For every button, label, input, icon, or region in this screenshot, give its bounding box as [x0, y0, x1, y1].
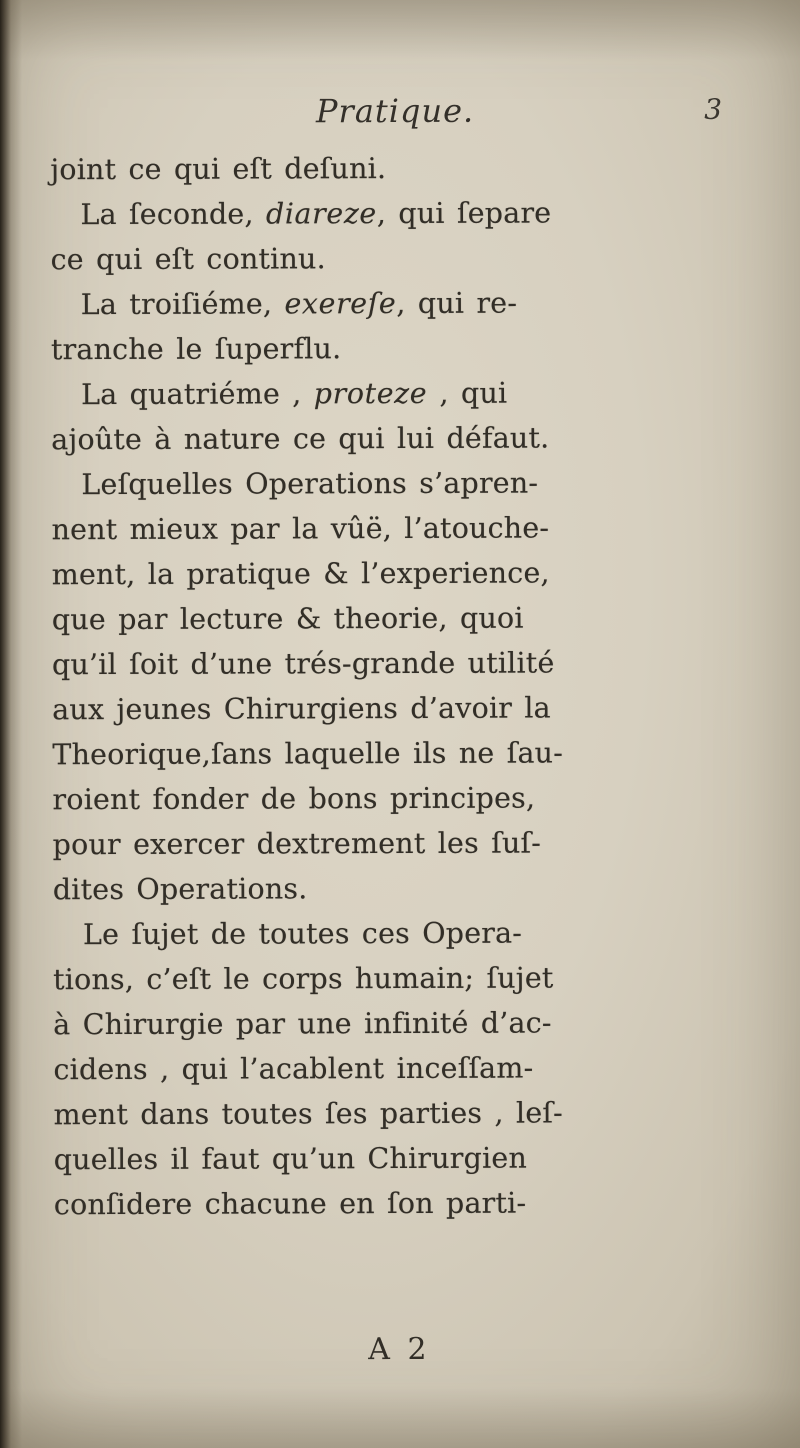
text-segment: Theorique,ſans laquelle ils ne ſau-: [52, 736, 564, 772]
text-segment: ce qui eſt continu.: [50, 242, 326, 277]
text-segment: nent mieux par la vûë, l’atouche-: [51, 511, 550, 547]
page-top-shadow: [0, 0, 800, 60]
text-line: [52, 640, 742, 687]
text-segment: cidens , qui l’acablent inceſſam-: [53, 1051, 534, 1087]
text-line: [50, 190, 740, 237]
book-gutter-edge: [0, 0, 22, 1448]
text-line: [53, 955, 743, 1002]
page-number: 3: [704, 92, 723, 126]
body-text: [50, 145, 744, 1227]
text-line: [54, 1180, 744, 1227]
text-segment: quelles il faut qu’un Chirurgien: [53, 1141, 528, 1177]
text-line: [50, 145, 740, 192]
text-line: [52, 550, 742, 597]
running-title: Pratique.: [315, 91, 475, 131]
text-line: [51, 325, 741, 372]
text-segment: La troiſiéme,: [80, 287, 285, 322]
text-line: [52, 775, 742, 822]
page-text-block: [50, 91, 744, 1368]
text-segment: qu’il ſoit d’une trés-grande utilité: [51, 646, 555, 682]
text-line: [52, 730, 742, 777]
italic-term: exereſe: [284, 287, 397, 321]
text-segment: conſidere chacune en ſon parti-: [53, 1186, 527, 1222]
text-segment: joint ce qui eſt deſuni.: [50, 152, 387, 187]
text-segment: dites Operations.: [52, 872, 308, 907]
text-segment: tranche le ſuperflu.: [50, 332, 342, 367]
text-segment: , qui ſepare: [376, 196, 552, 231]
text-segment: à Chirurgie par une infinité d’ac-: [53, 1006, 552, 1042]
text-segment: pour exercer dextrement les ſuſ-: [52, 826, 542, 862]
text-line: [53, 1000, 743, 1047]
text-segment: Leſquelles Operations s’apren-: [81, 466, 539, 502]
text-line: [51, 505, 741, 552]
text-segment: tions, c’eſt le corps humain; ſujet: [53, 961, 554, 997]
text-line: [51, 415, 741, 462]
text-line: [53, 910, 743, 957]
text-line: [51, 235, 741, 282]
italic-term: diareze: [265, 197, 377, 231]
text-line: [51, 460, 741, 507]
text-line: [51, 370, 741, 417]
page-header: [50, 91, 740, 143]
text-segment: , qui re-: [396, 286, 518, 320]
signature-mark: A 2: [368, 1331, 431, 1368]
text-line: [54, 1090, 744, 1137]
text-segment: La quatriéme ,: [81, 377, 314, 412]
text-segment: Le ſujet de toutes ces Opera-: [82, 916, 523, 952]
text-segment: ajoûte à nature ce qui lui défaut.: [51, 421, 550, 457]
text-segment: que par lecture & theorie, quoi: [51, 601, 524, 637]
text-segment: aux jeunes Chirurgiens d’avoir la: [52, 691, 551, 727]
text-line: [52, 685, 742, 732]
text-line: [54, 1135, 744, 1182]
text-line: [53, 865, 743, 912]
italic-term: proteze: [313, 376, 428, 411]
page-bottom-shadow: [0, 1388, 800, 1448]
text-segment: ment dans toutes ſes parties , leſ-: [53, 1096, 564, 1132]
text-line: [53, 1045, 743, 1092]
text-line: [53, 820, 743, 867]
text-segment: La ſeconde,: [80, 197, 267, 232]
text-segment: ment, la pratique & l’experience,: [51, 556, 550, 592]
text-segment: , qui: [427, 376, 508, 410]
text-line: [52, 595, 742, 642]
text-segment: roient fonder de bons principes,: [52, 781, 536, 817]
text-line: [51, 280, 741, 327]
